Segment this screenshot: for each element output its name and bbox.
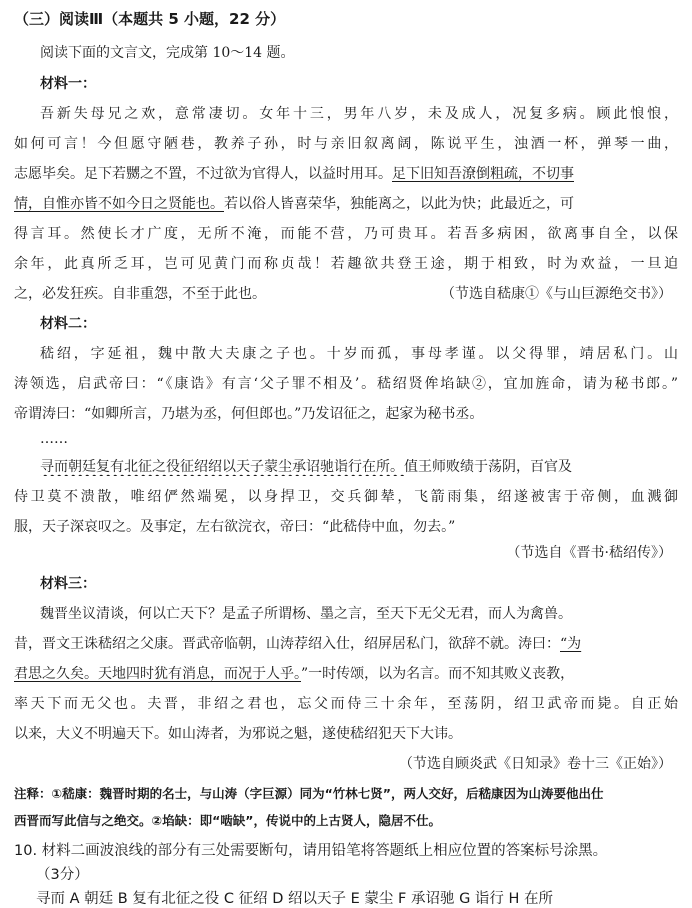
question10-text: 10. 材料二画波浪线的部分有三处需要断句，请用铅笔将答题纸上相应位置的答案标号涂黑。 [14, 843, 608, 859]
material3-label: 材料三： [40, 576, 96, 592]
notes-line-2: 西晋而写此信与之绝交。②埳缺：即“啮缺”，传说中的上古贤人，隐居不仕。 [14, 813, 442, 828]
material1-line-4 [14, 195, 678, 213]
material1-line-2: 如何可言！今但愿守陋巷，教养子孙，时与亲旧叙离阔，陈说平生，浊酒一杯，弹琴一曲， [14, 136, 678, 152]
material1-line-3 [14, 165, 678, 183]
material3-line-2-text: 昔，晋文王诛嵇绍之父康。晋武帝临朝，山涛荐绍入仕，绍屏居私门，欲辞不就。涛曰： [14, 636, 560, 652]
material1-label: 材料一： [40, 76, 96, 92]
material3-line-4: 率天下而无父也。夫晋，非绍之君也，忘父而侍三十余年，至荡阴，绍卫武帝而毙。自正始 [14, 696, 678, 712]
question10-score: （3分） [36, 867, 89, 883]
material2-ellipsis: …… [40, 431, 68, 447]
material2-line-3: 帝谓涛曰：“如卿所言，乃堪为丞，何但郎也。”乃发诏征之，起家为秘书丞。 [14, 406, 484, 422]
instruction: 阅读下面的文言文，完成第 10～14 题。 [40, 45, 295, 61]
material3-line-3 [14, 665, 678, 683]
material1-line-4-rest: 若以俗人皆喜荣华，独能离之，以此为快；此最近之，可 [224, 196, 574, 212]
material1-line-3-text: 志愿毕矣。足下若嬲之不置，不过欲为官得人，以益时用耳。 [14, 166, 392, 182]
material3-line-5: 以来，大义不明遍天下。如山涛者，为邪说之魁，遂使嵇绍犯天下大讳。 [14, 726, 462, 742]
material3-line-2 [14, 635, 678, 653]
material2-line-wavy-rest: 值王师败绩于荡阴，百官及 [404, 459, 572, 475]
material1-underlined-a: 足下旧知吾潦倒粗疏，不切事 [392, 166, 574, 182]
material3-underlined-b: 君思之久矣。天地四时犹有消息，而况于人乎。 [14, 666, 301, 682]
material3-source: （节选自顾炎武《日知录》卷十三《正始》） [399, 756, 672, 772]
material1-line-7: 之，必发狂疾。自非重怨，不至于此也。 [14, 286, 266, 302]
material2-line-1: 嵇绍，字延祖，魏中散大夫康之子也。十岁而孤，事母孝谨。以父得罪，靖居私门。山 [40, 346, 678, 362]
section-title: （三）阅读Ⅲ（本题共 5 小题，22 分） [14, 10, 286, 28]
material1-source: （节选自嵇康①《与山巨源绝交书》） [441, 286, 672, 302]
material2-line-5: 侍卫莫不溃散，唯绍俨然端冕，以身捍卫，交兵御辇，飞箭雨集，绍遂被害于帝侧，血溅御 [14, 489, 678, 505]
notes-line-1: 注释：①嵇康：魏晋时期的名士，与山涛（字巨源）同为“竹林七贤”，两人交好，后嵇康因为山涛要他出仕 [14, 786, 604, 801]
material2-line-wavy [40, 458, 678, 476]
material2-line-2: 涛领选，启武帝曰：“《康诰》有言‘父子罪不相及’。嵇绍贤侔埳缺②，宜加旌命，请为秘书郎。” [14, 376, 678, 392]
material2-source: （节选自《晋书·嵇绍传》） [506, 545, 672, 561]
material2-line-6: 服，天子深哀叹之。及事定，左右欲浣衣，帝曰：“此嵇侍中血，勿去。” [14, 519, 456, 535]
material1-line-5: 得言耳。然使长才广度，无所不淹，而能不营，乃可贵耳。若吾多病困，欲离事自全，以保 [14, 226, 678, 242]
material3-line-3-rest: ”一时传颂，以为名言。而不知其败义丧教， [301, 666, 575, 682]
material1-underlined-b: 情，自惟亦皆不如今日之贤能也。 [14, 196, 224, 212]
material3-underlined-a: “为 [560, 636, 582, 652]
material2-wavy-text: 寻而朝廷复有北征之役征绍绍以天子蒙尘承诏驰诣行在所。 [40, 459, 404, 475]
material1-line-1: 吾新失母兄之欢，意常凄切。女年十三，男年八岁，未及成人，况复多病。顾此悢悢， [40, 106, 678, 122]
material3-line-1: 魏晋坐议清谈，何以亡天下？是孟子所谓杨、墨之言，至天下无父无君，而人为禽兽。 [40, 606, 572, 622]
material1-line-6: 余年，此真所乏耳，岂可见黄门而称贞哉！若趣欲共登王途，期于相致，时为欢益，一旦迫 [14, 256, 678, 272]
material2-label: 材料二： [40, 316, 96, 332]
question10-options: 寻而 A 朝廷 B 复有北征之役 C 征绍 D 绍以天子 E 蒙尘 F 承诏驰 G 诣行 H 在所 [36, 891, 554, 907]
